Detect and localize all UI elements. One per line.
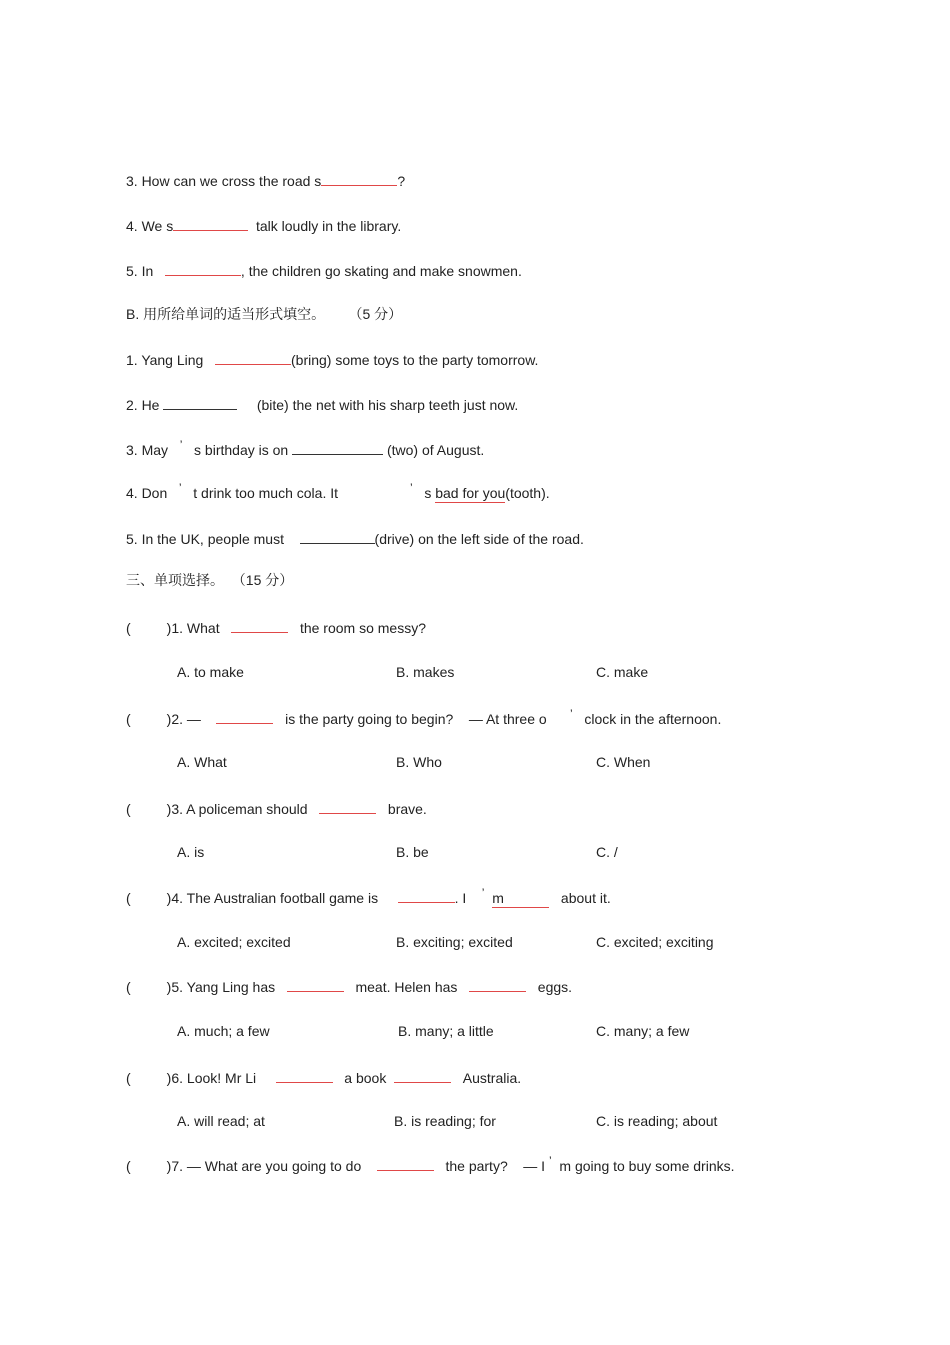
mc-question-4: ( )4. The Australian football game is . I ’ m about it. (126, 886, 611, 906)
answer-paren[interactable]: ( (126, 711, 131, 727)
filled-blank[interactable]: bad for you (435, 485, 506, 501)
option-b[interactable]: B. be (396, 844, 429, 860)
answer-paren[interactable]: ( (126, 1070, 131, 1086)
blank-input[interactable] (163, 395, 237, 410)
section-3-heading: 三、单项选择。 （15 分） (126, 572, 294, 588)
blank-input[interactable] (469, 977, 526, 992)
mc-question-5: ( )5. Yang Ling has meat. Helen has eggs. (126, 979, 573, 995)
mc-question-7: ( )7. — What are you going to do the party? — I ’ m going to buy some drinks. (126, 1154, 735, 1174)
answer-paren[interactable]: ( (126, 890, 131, 906)
blank-input[interactable] (231, 618, 288, 633)
option-c[interactable]: C. / (596, 844, 618, 860)
question-b2: 2. He (bite) the net with his sharp teeth just now. (126, 397, 519, 413)
option-c[interactable]: C. excited; exciting (596, 934, 714, 950)
option-b[interactable]: B. is reading; for (394, 1113, 496, 1129)
option-c[interactable]: C. When (596, 754, 651, 770)
question-a4: 4. We s talk loudly in the library. (126, 218, 402, 234)
question-b1: 1. Yang Ling (bring) some toys to the party tomorrow. (126, 352, 539, 368)
answer-paren[interactable]: ( (126, 979, 131, 995)
blank-input[interactable] (321, 171, 397, 186)
blank-input[interactable] (377, 1156, 434, 1171)
answer-paren[interactable]: ( (126, 620, 131, 636)
option-b[interactable]: B. makes (396, 664, 455, 680)
blank-input[interactable] (165, 261, 241, 276)
mc-question-6: ( )6. Look! Mr Li a book Australia. (126, 1070, 522, 1086)
option-a[interactable]: A. much; a few (177, 1023, 270, 1039)
blank-input[interactable] (398, 888, 455, 903)
option-c[interactable]: C. is reading; about (596, 1113, 718, 1129)
option-b[interactable]: B. exciting; excited (396, 934, 513, 950)
option-a[interactable]: A. will read; at (177, 1113, 265, 1129)
blank-input[interactable] (287, 977, 344, 992)
question-a5: 5. In , the children go skating and make snowmen. (126, 263, 522, 279)
answer-paren[interactable]: ( (126, 801, 131, 817)
question-b5: 5. In the UK, people must (drive) on the left side of the road. (126, 531, 584, 547)
blank-input[interactable]: m (492, 889, 549, 908)
blank-input[interactable] (300, 529, 375, 544)
option-a[interactable]: A. What (177, 754, 227, 770)
blank-input[interactable] (292, 440, 383, 455)
option-a[interactable]: A. is (177, 844, 205, 860)
blank-input[interactable] (173, 216, 248, 231)
option-b[interactable]: B. many; a little (398, 1023, 494, 1039)
mc-question-2: ( )2. — is the party going to begin? — At three o ’ clock in the afternoon. (126, 707, 722, 727)
blank-input[interactable] (319, 799, 376, 814)
question-b3: 3. May ’ s birthday is on (two) of August. (126, 438, 485, 458)
blank-input[interactable] (215, 350, 291, 365)
option-c[interactable]: C. many; a few (596, 1023, 690, 1039)
question-b4: 4. Don ’ t drink too much cola. It ’ s bad for you(tooth). (126, 481, 550, 501)
mc-question-3: ( )3. A policeman should brave. (126, 801, 427, 817)
option-b[interactable]: B. Who (396, 754, 442, 770)
option-a[interactable]: A. to make (177, 664, 244, 680)
blank-input[interactable] (394, 1068, 451, 1083)
option-a[interactable]: A. excited; excited (177, 934, 291, 950)
question-a3: 3. How can we cross the road s ? (126, 173, 406, 189)
blank-input[interactable] (276, 1068, 333, 1083)
mc-question-1: ( )1. What the room so messy? (126, 620, 426, 636)
option-c[interactable]: C. make (596, 664, 649, 680)
section-b-heading: B. 用所给单词的适当形式填空。 （5 分） (126, 306, 403, 322)
answer-paren[interactable]: ( (126, 1158, 131, 1174)
blank-input[interactable] (216, 709, 273, 724)
